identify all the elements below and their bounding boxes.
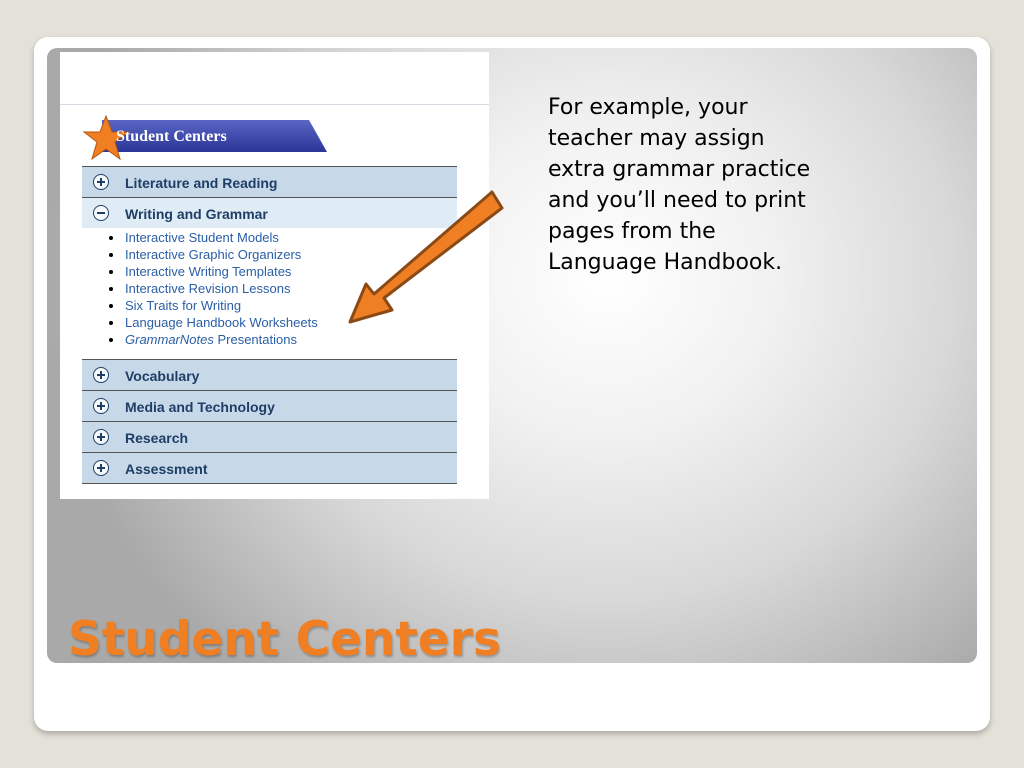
student-centers-header [82, 114, 332, 162]
plus-circle-icon[interactable] [93, 174, 109, 190]
section-label: Literature and Reading [125, 175, 278, 191]
bullet [109, 236, 113, 240]
link-language-handbook-worksheets[interactable]: Language Handbook Worksheets [125, 315, 318, 330]
section-label: Writing and Grammar [125, 206, 268, 222]
list-bottom-rule [82, 483, 457, 484]
slide-title: Student Centers [68, 612, 501, 667]
section-assessment[interactable] [82, 452, 457, 483]
section-label: Research [125, 430, 189, 446]
link-six-traits-for-writing[interactable]: Six Traits for Writing [125, 298, 242, 313]
bullet [109, 304, 113, 308]
section-label: Assessment [125, 461, 208, 477]
link-italic-part: GrammarNotes [125, 332, 214, 347]
plus-circle-icon[interactable] [93, 398, 109, 414]
pointer-arrow-icon [330, 180, 520, 340]
bullet [109, 338, 113, 342]
screenshot-top-bar [60, 52, 489, 105]
slide-body-text: For example, your teacher may assign extra grammar practice and you’ll need to print pages from the Language Handbook. [548, 95, 811, 275]
bullet [109, 321, 113, 325]
plus-circle-icon[interactable] [93, 429, 109, 445]
section-label: Vocabulary [125, 368, 200, 384]
link-grammarnotes-presentations[interactable] [125, 332, 297, 347]
minus-circle-icon[interactable] [93, 205, 109, 221]
section-vocabulary[interactable] [82, 359, 457, 390]
link-interactive-revision-lessons[interactable]: Interactive Revision Lessons [125, 281, 291, 296]
link-interactive-student-models[interactable]: Interactive Student Models [125, 230, 279, 245]
link-rest-part: Presentations [213, 332, 297, 347]
header-label: Student Centers [116, 128, 227, 145]
link-interactive-writing-templates[interactable]: Interactive Writing Templates [125, 264, 292, 279]
bullet [109, 253, 113, 257]
section-label: Media and Technology [125, 399, 275, 415]
plus-circle-icon[interactable] [93, 367, 109, 383]
plus-circle-icon[interactable] [93, 460, 109, 476]
section-research[interactable] [82, 421, 457, 452]
bullet [109, 270, 113, 274]
section-media-and-technology[interactable] [82, 390, 457, 421]
bullet [109, 287, 113, 291]
link-interactive-graphic-organizers[interactable]: Interactive Graphic Organizers [125, 247, 302, 262]
